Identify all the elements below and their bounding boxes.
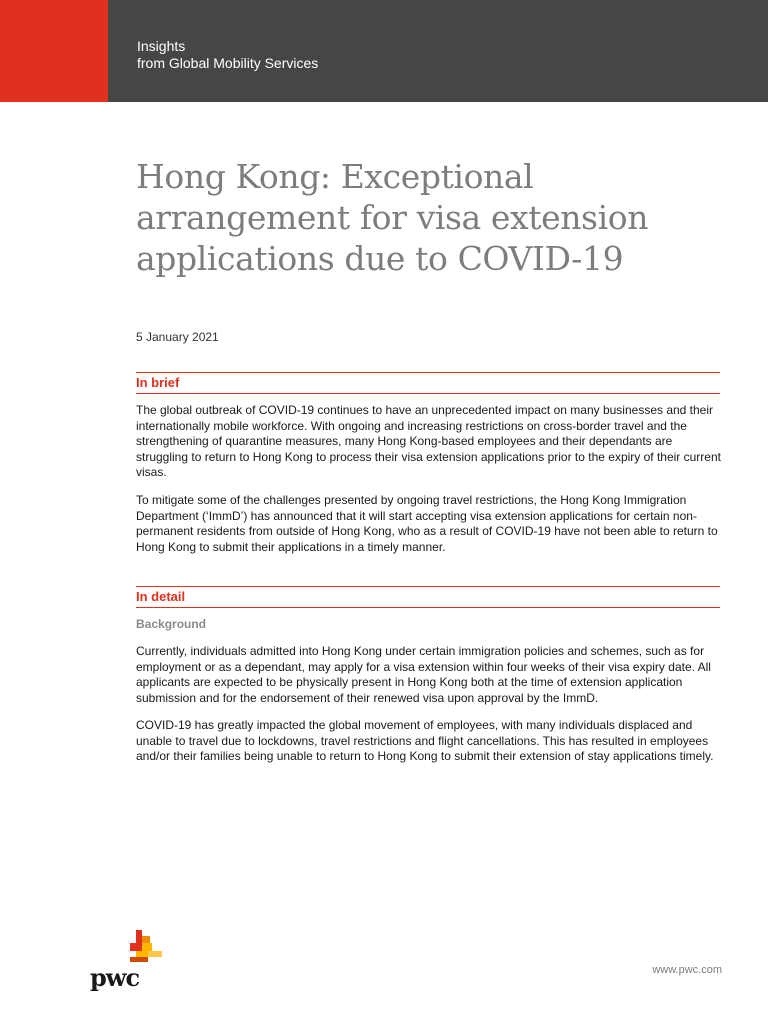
pwc-logo bbox=[90, 930, 166, 992]
paragraph: The global outbreak of COVID-19 continues to have an unprecedented impact on many businesses and their internationally mobile workforce. With ongoing and increasing restrictions on cross-border travel and the strengthening of quarantine measures, many Hong Kong-based employees and their dependants are struggling to return to Hong Kong to process their visa extension applications prior to the expiry of their current visas. bbox=[136, 403, 721, 480]
header-insights: Insights bbox=[137, 38, 186, 54]
header-red-block bbox=[0, 0, 108, 102]
paragraph: Currently, individuals admitted into Hong Kong under certain immigration policies and schemes, such as for employment or as a dependant, may apply for a visa extension within four weeks of their visa expiry date. All applicants are expected to be physically present in Hong Kong both at the time of extension application submission and for the endorsement of their renewed visa upon approval by the ImmD. bbox=[136, 644, 711, 705]
publication-date: 5 January 2021 bbox=[136, 330, 219, 344]
pwc-logo-text: pwc bbox=[90, 963, 140, 992]
section-heading-label: In detail bbox=[136, 589, 186, 604]
paragraph: COVID-19 has greatly impacted the global movement of employees, with many individuals displaced and unable to travel due to lockdowns, travel restrictions and flight cancellations. This has resulted in employees and/or their families being unable to return to Hong Kong to submit their extension of stay applications timely. bbox=[136, 718, 714, 764]
header-subtitle: from Global Mobility Services bbox=[137, 55, 319, 71]
section-heading-label: In brief bbox=[136, 375, 180, 390]
subheading-background: Background bbox=[136, 617, 207, 631]
header-banner bbox=[0, 0, 768, 102]
section-heading-in-detail bbox=[136, 586, 720, 608]
page-title: Hong Kong: Exceptional arrangement for visa extension applications due to COVID-19 bbox=[136, 157, 649, 278]
section-heading-in-brief bbox=[136, 372, 720, 394]
paragraph: To mitigate some of the challenges presented by ongoing travel restrictions, the Hong Kong Immigration Department (‘ImmD’) has announced that it will start accepting visa extension applications for certain non-permanent residents from outside of Hong Kong, who as a result of COVID-19 have not been able to return to Hong Kong to submit their applications in a timely manner. bbox=[136, 493, 718, 554]
footer-url[interactable]: www.pwc.com bbox=[652, 964, 722, 976]
